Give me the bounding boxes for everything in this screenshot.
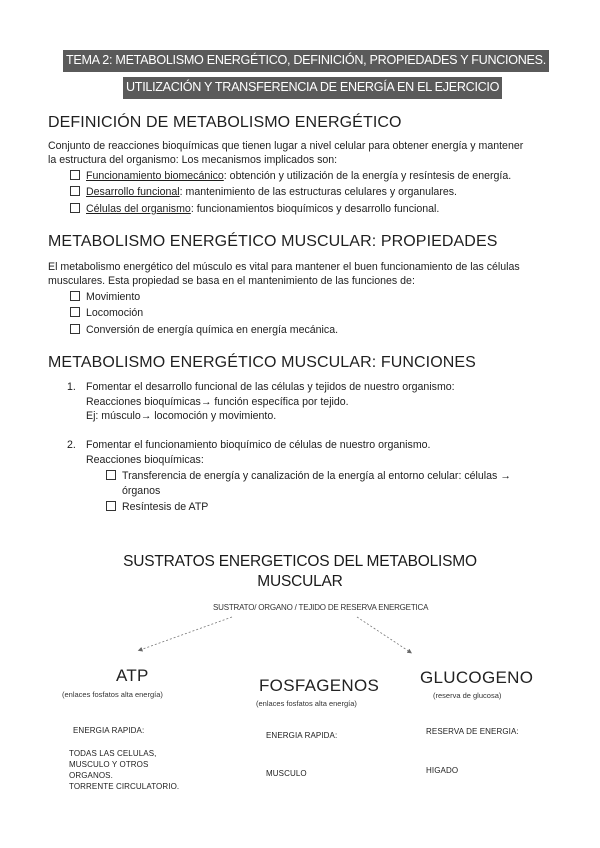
intro-line: la estructura del organismo: Los mecanismos implicados son: xyxy=(48,153,338,166)
list-line: Fomentar el desarrollo funcional de las células y tejidos de nuestro organismo: xyxy=(86,381,455,393)
node-glucogeno-title: GLUCOGENO xyxy=(420,668,534,687)
node-glucogeno-note: HIGADO xyxy=(426,766,459,775)
node-fosfagenos-note: MUSCULO xyxy=(266,769,307,778)
list-number: 2. xyxy=(67,439,76,451)
list-line: Fomentar el funcionamiento bioquímico de células de nuestro organismo. xyxy=(86,439,431,451)
item-term: Funcionamiento biomecánico xyxy=(86,170,224,182)
item-desc: : obtención y utilización de la energía y resíntesis de energía. xyxy=(223,170,512,182)
node-atp-note: MUSCULO Y OTROS xyxy=(69,760,149,769)
item-text: Resíntesis de ATP xyxy=(122,501,209,513)
item-text: Transferencia de energía y canalización de la energía al entorno celular: células → xyxy=(122,470,511,482)
diagram-title-line-1: SUSTRATOS ENERGETICOS DEL METABOLISMO xyxy=(123,553,477,570)
node-glucogeno-subtitle: (reserva de glucosa) xyxy=(433,691,502,700)
item-desc: : mantenimiento de las estructuras celulares y organulares. xyxy=(179,186,457,198)
list-number: 1. xyxy=(67,381,76,393)
item-text: Movimiento xyxy=(86,291,141,303)
item-text: Conversión de energía química en energía mecánica. xyxy=(86,324,339,336)
title-line-2: UTILIZACIÓN Y TRANSFERENCIA DE ENERGÍA EN EL EJERCICIO xyxy=(123,77,502,99)
sub-list-item-cont: órganos xyxy=(122,485,161,497)
section-heading-propiedades: METABOLISMO ENERGÉTICO MUSCULAR: PROPIEDADES xyxy=(48,233,498,250)
node-atp-subtitle: (enlaces fosfatos alta energía) xyxy=(62,690,163,699)
section-heading-funciones: METABOLISMO ENERGÉTICO MUSCULAR: FUNCIONES xyxy=(48,354,476,371)
intro-line: El metabolismo energético del músculo es vital para mantener el buen funcionamiento de las células xyxy=(48,261,520,273)
item-desc: : funcionamientos bioquímicos y desarrollo funcional. xyxy=(190,203,440,215)
node-glucogeno-note: RESERVA DE ENERGIA: xyxy=(426,727,519,736)
node-atp-title: ATP xyxy=(116,666,149,685)
node-atp-note: TORRENTE CIRCULATORIO. xyxy=(69,782,180,791)
item-term: Células del organismo xyxy=(86,203,191,215)
title-line-1: TEMA 2: METABOLISMO ENERGÉTICO, DEFINICIÓN, PROPIEDADES Y FUNCIONES. xyxy=(63,50,549,72)
section-heading-definicion: DEFINICIÓN DE METABOLISMO ENERGÉTICO xyxy=(48,114,402,131)
list-line: Reacciones bioquímicas→ función específica por tejido. xyxy=(86,396,349,408)
list-line: Reacciones bioquímicas: xyxy=(86,454,204,466)
arrow-to-glucogeno xyxy=(357,617,410,652)
diagram-subtitle: SUSTRATO/ ORGANO / TEJIDO DE RESERVA ENERGETICA xyxy=(213,603,429,612)
arrow-to-atp xyxy=(140,617,232,650)
node-atp-note: TODAS LAS CELULAS, xyxy=(69,749,157,758)
item-term: Desarrollo funcional xyxy=(86,186,180,198)
list-line: Ej: músculo→ locomoción y movimiento. xyxy=(86,410,277,422)
node-atp-note: ORGANOS. xyxy=(69,771,113,780)
diagram-title-line-2: MUSCULAR xyxy=(257,573,343,590)
node-fosfagenos-note: ENERGIA RAPIDA: xyxy=(266,731,338,740)
intro-line: Conjunto de reacciones bioquímicas que tienen lugar a nivel celular para obtener energía y mantener xyxy=(48,140,524,152)
node-fosfagenos-title: FOSFAGENOS xyxy=(259,676,380,695)
node-atp-note: ENERGIA RAPIDA: xyxy=(73,726,145,735)
node-fosfagenos-subtitle: (enlaces fosfatos alta energía) xyxy=(256,699,357,708)
intro-line: musculares. Esta propiedad se basa en el mantenimiento de las funciones de: xyxy=(48,274,415,287)
item-text: Locomoción xyxy=(86,307,144,319)
